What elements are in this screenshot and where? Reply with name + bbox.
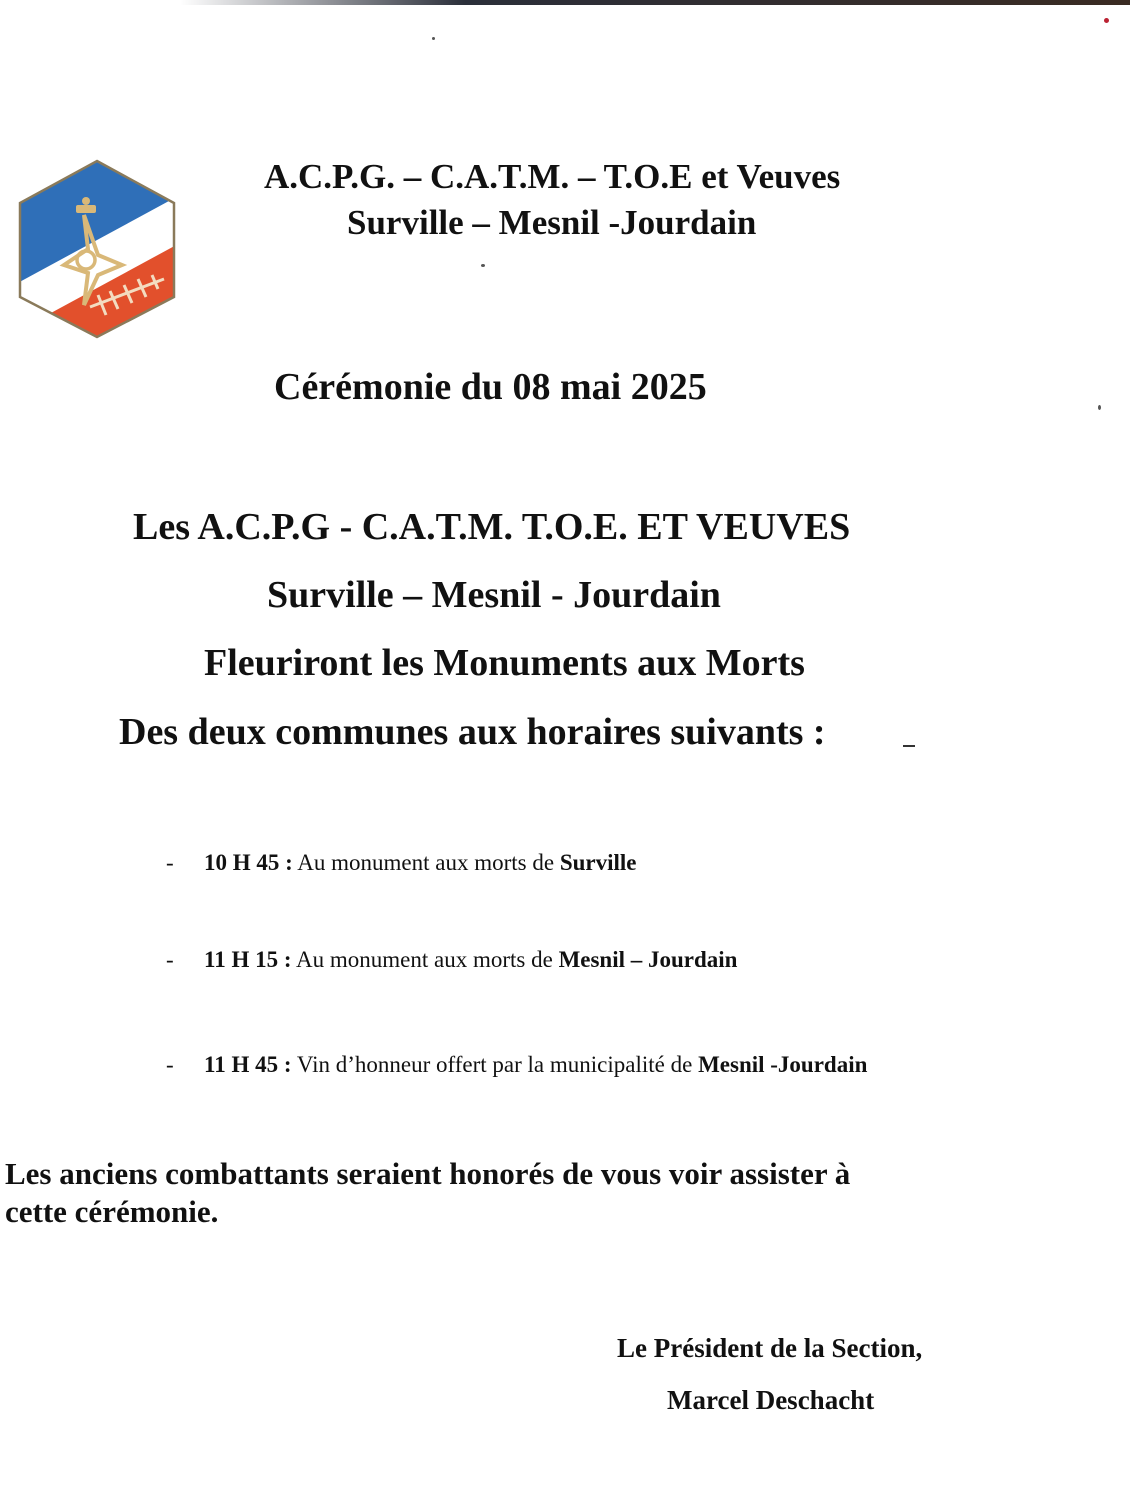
announcement-line-3: Fleuriront les Monuments aux Morts bbox=[204, 642, 805, 684]
closing-line-2: cette cérémonie. bbox=[5, 1194, 219, 1229]
speck bbox=[1104, 18, 1109, 23]
announcement-line-1: Les A.C.P.G - C.A.T.M. T.O.E. ET VEUVES bbox=[133, 506, 851, 548]
signature-name: Marcel Deschacht bbox=[667, 1385, 875, 1415]
scan-edge bbox=[180, 0, 1130, 5]
schedule-text: Au monument aux morts de bbox=[292, 850, 560, 875]
schedule-place: Mesnil – Jourdain bbox=[558, 947, 738, 972]
bullet: - bbox=[166, 1052, 174, 1077]
schedule-time: 11 H 45 : bbox=[204, 1052, 292, 1077]
announcement-line-2: Surville – Mesnil - Jourdain bbox=[267, 574, 721, 616]
page-title: Cérémonie du 08 mai 2025 bbox=[274, 366, 707, 408]
schedule-place: Surville bbox=[559, 850, 637, 875]
association-logo-emblem bbox=[14, 157, 180, 341]
schedule-place: Mesnil -Jourdain bbox=[698, 1052, 868, 1077]
schedule-time: 11 H 15 : bbox=[204, 947, 292, 972]
bullet: - bbox=[166, 850, 174, 875]
signature-title: Le Président de la Section, bbox=[617, 1333, 923, 1363]
schedule-item bbox=[166, 947, 737, 973]
announcement-line-4: Des deux communes aux horaires suivants : bbox=[119, 711, 826, 753]
closing-paragraph bbox=[5, 1155, 850, 1231]
speck bbox=[432, 37, 435, 40]
header-association-name: A.C.P.G. – C.A.T.M. – T.O.E et Veuves bbox=[264, 157, 841, 196]
pen-mark bbox=[903, 745, 915, 747]
header-communes: Surville – Mesnil -Jourdain bbox=[347, 203, 757, 242]
schedule-time: 10 H 45 : bbox=[204, 850, 293, 875]
speck bbox=[481, 264, 485, 267]
schedule-item bbox=[166, 1052, 867, 1078]
bullet: - bbox=[166, 947, 174, 972]
speck bbox=[1098, 405, 1101, 410]
schedule-text: Vin d’honneur offert par la municipalité de bbox=[291, 1052, 699, 1077]
schedule-text: Au monument aux morts de bbox=[291, 947, 559, 972]
closing-line-1: Les anciens combattants seraient honorés de vous voir assister à bbox=[5, 1156, 851, 1191]
schedule-item bbox=[166, 850, 637, 876]
